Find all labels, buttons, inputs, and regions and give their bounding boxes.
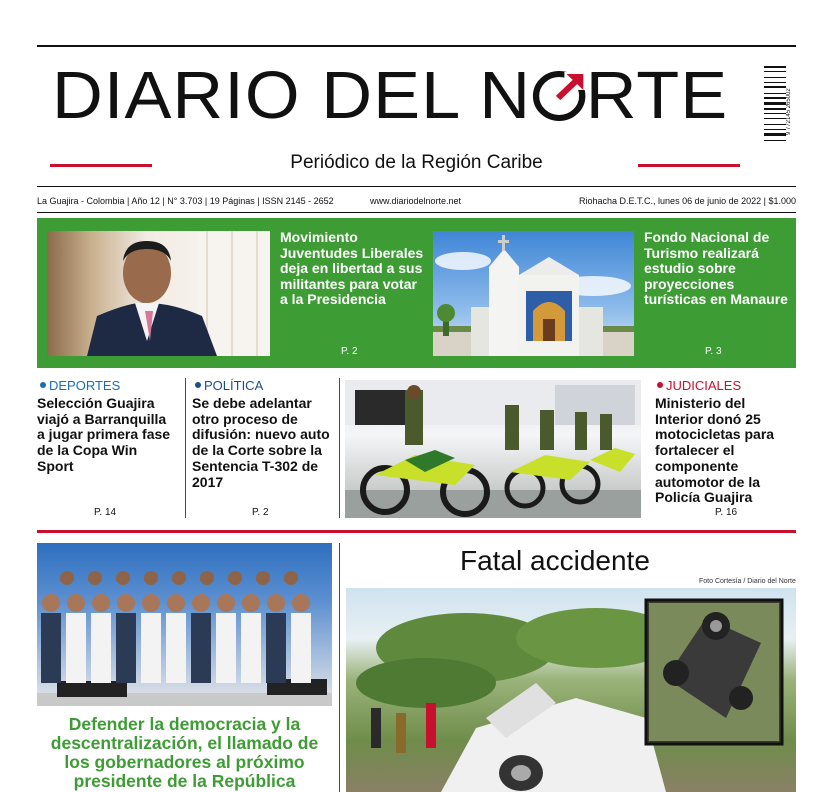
- top-story-1-headline[interactable]: Movimiento Juventudes Liberales deja en libertad a sus militantes para votar a la Presidencia: [280, 229, 424, 307]
- section-label-text: JUDICIALES: [666, 378, 742, 393]
- deportes-page: P. 14: [94, 507, 117, 518]
- masthead-o-arrow-icon: [531, 68, 586, 120]
- masthead-title-part1: DIARIO DEL N: [52, 58, 532, 133]
- barcode-number: 9 772145 265002: [786, 88, 792, 136]
- top-rule: [37, 45, 796, 47]
- church-photo[interactable]: [433, 231, 634, 356]
- top-story-2-page: P. 3: [705, 346, 722, 357]
- photo-credit: Foto Cortesía / Diario del Norte: [699, 578, 796, 585]
- column-separator: [339, 378, 340, 518]
- column-separator: [185, 378, 186, 518]
- infobar-top-rule: [37, 186, 796, 187]
- top-story-1-page: P. 2: [341, 346, 358, 357]
- section-label-judiciales[interactable]: [657, 378, 741, 393]
- motorcycles-photo[interactable]: [345, 380, 641, 518]
- infobar-bottom-rule: [37, 212, 796, 213]
- politica-page: P. 2: [252, 507, 269, 518]
- section-dot-icon: [40, 382, 46, 388]
- subtitle-right-line: [638, 164, 740, 167]
- section-dot-icon: [657, 382, 663, 388]
- politician-photo[interactable]: [47, 231, 270, 356]
- website-link[interactable]: www.diariodelnorte.net: [370, 196, 462, 206]
- date-price: Riohacha D.E.T.C., lunes 06 de junio de 2022 | $1.000: [579, 196, 796, 206]
- politica-headline[interactable]: Se debe adelantar otro proceso de difusión: nuevo auto de la Corte sobre la Sentencia T-302 de 2017: [192, 395, 330, 490]
- judiciales-headline[interactable]: Ministerio del Interior donó 25 motocicletas para fortalecer el componente automotor de la Policía Guajira: [655, 395, 775, 506]
- judiciales-page: P. 16: [715, 507, 738, 518]
- governors-photo[interactable]: [37, 543, 332, 706]
- deportes-headline[interactable]: Selección Guajira viajó a Barranquilla a jugar primera fase de la Copa Win Sport: [37, 395, 171, 474]
- section-label-politica[interactable]: [195, 378, 263, 393]
- section-label-deportes[interactable]: [40, 378, 120, 393]
- edition-info: La Guajira - Colombia | Año 12 | N° 3.703 | 19 Páginas | ISSN 2145 - 2652: [37, 196, 334, 206]
- accident-headline[interactable]: Fatal accidente: [460, 545, 650, 576]
- lead-headline[interactable]: Defender la democracia y la descentralización, el llamado de los gobernadores al próximo presidente de la República: [50, 714, 319, 791]
- section-label-text: POLÍTICA: [204, 378, 264, 393]
- masthead-title[interactable]: [52, 58, 729, 133]
- section-label-text: DEPORTES: [49, 378, 121, 393]
- section-divider: [37, 530, 796, 533]
- accident-photo[interactable]: [346, 588, 796, 792]
- top-story-2-headline[interactable]: Fondo Nacional de Turismo realizará estudio sobre proyecciones turísticas en Manaure: [644, 229, 788, 307]
- column-separator: [339, 543, 340, 792]
- section-dot-icon: [195, 382, 201, 388]
- masthead-title-part2: RTE: [585, 58, 729, 133]
- masthead-subtitle: Periódico de la Región Caribe: [290, 152, 543, 173]
